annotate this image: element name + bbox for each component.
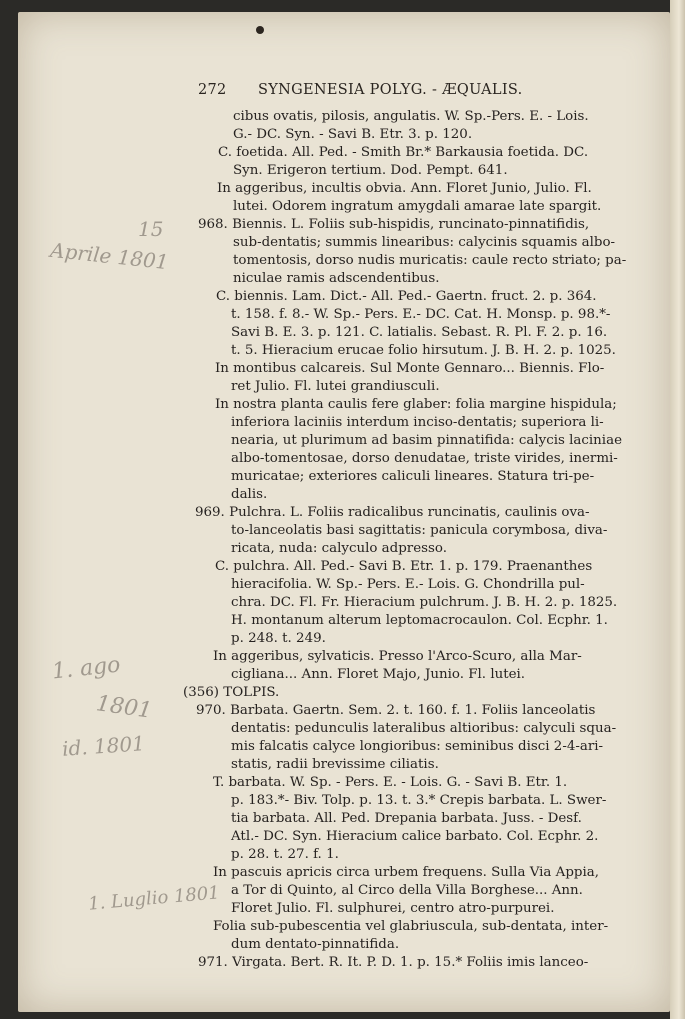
text-line: G.- DC. Syn. - Savi B. Etr. 3. p. 120.	[233, 127, 473, 142]
adjacent-page-edge	[670, 0, 685, 1019]
text-line: sub-dentatis; summis linearibus: calycinis squamis albo-	[233, 235, 616, 250]
text-line: niculae ramis adscendentibus.	[233, 271, 440, 286]
text-line: In pascuis apricis circa urbem frequens. Sulla Via Appia,	[213, 865, 599, 880]
text-line: a Tor di Quinto, al Circo della Villa Borghese... Ann.	[231, 883, 583, 898]
handwritten-note: 15	[138, 217, 164, 241]
text-line: mis falcatis calyce longioribus: seminibus disci 2-4-ari-	[231, 739, 604, 754]
text-line: 970. Barbata. Gaertn. Sem. 2. t. 160. f. 1. Foliis lanceolatis	[196, 703, 596, 718]
running-title: SYNGENESIA POLYG. - ÆQUALIS.	[258, 82, 523, 98]
text-line: t. 158. f. 8.- W. Sp.- Pers. E.- DC. Cat. H. Monsp. p. 98.*-	[231, 307, 611, 322]
text-line: t. 5. Hieracium erucae folio hirsutum. J. B. H. 2. p. 1025.	[231, 343, 616, 358]
ink-spot	[256, 26, 264, 34]
text-line: ret Julio. Fl. lutei grandiusculi.	[231, 379, 440, 394]
text-line: H. montanum alterum leptomacrocaulon. Col. Ecphr. 1.	[231, 613, 608, 628]
handwritten-note: 1. ago	[50, 652, 122, 685]
text-line: to-lanceolatis basi sagittatis: panicula corymbosa, diva-	[231, 523, 608, 538]
handwritten-note: 1801	[94, 691, 154, 724]
page-number: 272	[198, 82, 227, 98]
text-line: p. 28. t. 27. f. 1.	[231, 847, 339, 862]
text-line: 968. Biennis. L. Foliis sub-hispidis, runcinato-pinnatifidis,	[198, 217, 590, 232]
text-line: statis, radii brevissime ciliatis.	[231, 757, 439, 772]
text-line: 969. Pulchra. L. Foliis radicalibus runcinatis, caulinis ova-	[195, 505, 590, 520]
text-line: cigliana... Ann. Floret Majo, Junio. Fl. lutei.	[231, 667, 526, 682]
text-line: Folia sub-pubescentia vel glabriuscula, sub-dentata, inter-	[213, 919, 609, 934]
text-line: Floret Julio. Fl. sulphurei, centro atro-purpurei.	[231, 901, 555, 916]
text-line: p. 248. t. 249.	[231, 631, 326, 646]
text-line: lutei. Odorem ingratum amygdali amarae late spargit.	[233, 199, 602, 214]
text-line: 971. Virgata. Bert. R. It. P. D. 1. p. 15.* Foliis imis lanceo-	[198, 955, 589, 970]
handwritten-note: id. 1801	[61, 731, 146, 761]
text-line: Atl.- DC. Syn. Hieracium calice barbato. Col. Ecphr. 2.	[231, 829, 599, 844]
text-line: dum dentato-pinnatifida.	[231, 937, 400, 952]
text-line: Savi B. E. 3. p. 121. C. latialis. Sebast. R. Pl. F. 2. p. 16.	[231, 325, 608, 340]
text-line: dalis.	[231, 487, 268, 502]
text-line: T. barbata. W. Sp. - Pers. E. - Lois. G. - Savi B. Etr. 1.	[213, 775, 568, 790]
text-line: cibus ovatis, pilosis, angulatis. W. Sp.-Pers. E. - Lois.	[233, 109, 589, 124]
page-header	[18, 82, 670, 102]
text-line: nearia, ut plurimum ad basim pinnatifida: calycis laciniae	[231, 433, 622, 448]
book-page	[18, 12, 670, 1012]
text-line: muricatae; exteriores caliculi lineares. Statura tri-pe-	[231, 469, 595, 484]
text-line: C. pulchra. All. Ped.- Savi B. Etr. 1. p. 179. Praenanthes	[215, 559, 593, 574]
text-line: In montibus calcareis. Sul Monte Gennaro... Biennis. Flo-	[215, 361, 605, 376]
text-line: C. foetida. All. Ped. - Smith Br.* Barkausia foetida. DC.	[218, 145, 589, 160]
text-line: tia barbata. All. Ped. Drepania barbata. Juss. - Desf.	[231, 811, 582, 826]
text-line: dentatis: pedunculis lateralibus altioribus: calyculi squa-	[231, 721, 617, 736]
text-line: inferiora laciniis interdum inciso-dentatis; superiora li-	[231, 415, 604, 430]
text-line: In aggeribus, incultis obvia. Ann. Floret Junio, Julio. Fl.	[217, 181, 592, 196]
text-line: In aggeribus, sylvaticis. Presso l'Arco-Scuro, alla Mar-	[213, 649, 582, 664]
handwritten-note: 1. Luglio 1801	[87, 882, 221, 915]
text-line: albo-tomentosae, dorso denudatae, triste virides, inermi-	[231, 451, 618, 466]
text-line: C. biennis. Lam. Dict.- All. Ped.- Gaertn. fruct. 2. p. 364.	[216, 289, 597, 304]
text-line: chra. DC. Fl. Fr. Hieracium pulchrum. J. B. H. 2. p. 1825.	[231, 595, 618, 610]
text-line: p. 183.*- Biv. Tolp. p. 13. t. 3.* Crepis barbata. L. Swer-	[231, 793, 607, 808]
text-line: ricata, nuda: calyculo adpresso.	[231, 541, 447, 556]
text-line: tomentosis, dorso nudis muricatis: caule recto striato; pa-	[233, 253, 627, 268]
text-line: In nostra planta caulis fere glaber: folia margine hispidula;	[215, 397, 617, 412]
text-line: hieracifolia. W. Sp.- Pers. E.- Lois. G. Chondrilla pul-	[231, 577, 585, 592]
handwritten-note: Aprile 1801	[49, 237, 170, 275]
text-line: Syn. Erigeron tertium. Dod. Pempt. 641.	[233, 163, 508, 178]
section-heading: (356) TOLPIS.	[183, 685, 280, 700]
